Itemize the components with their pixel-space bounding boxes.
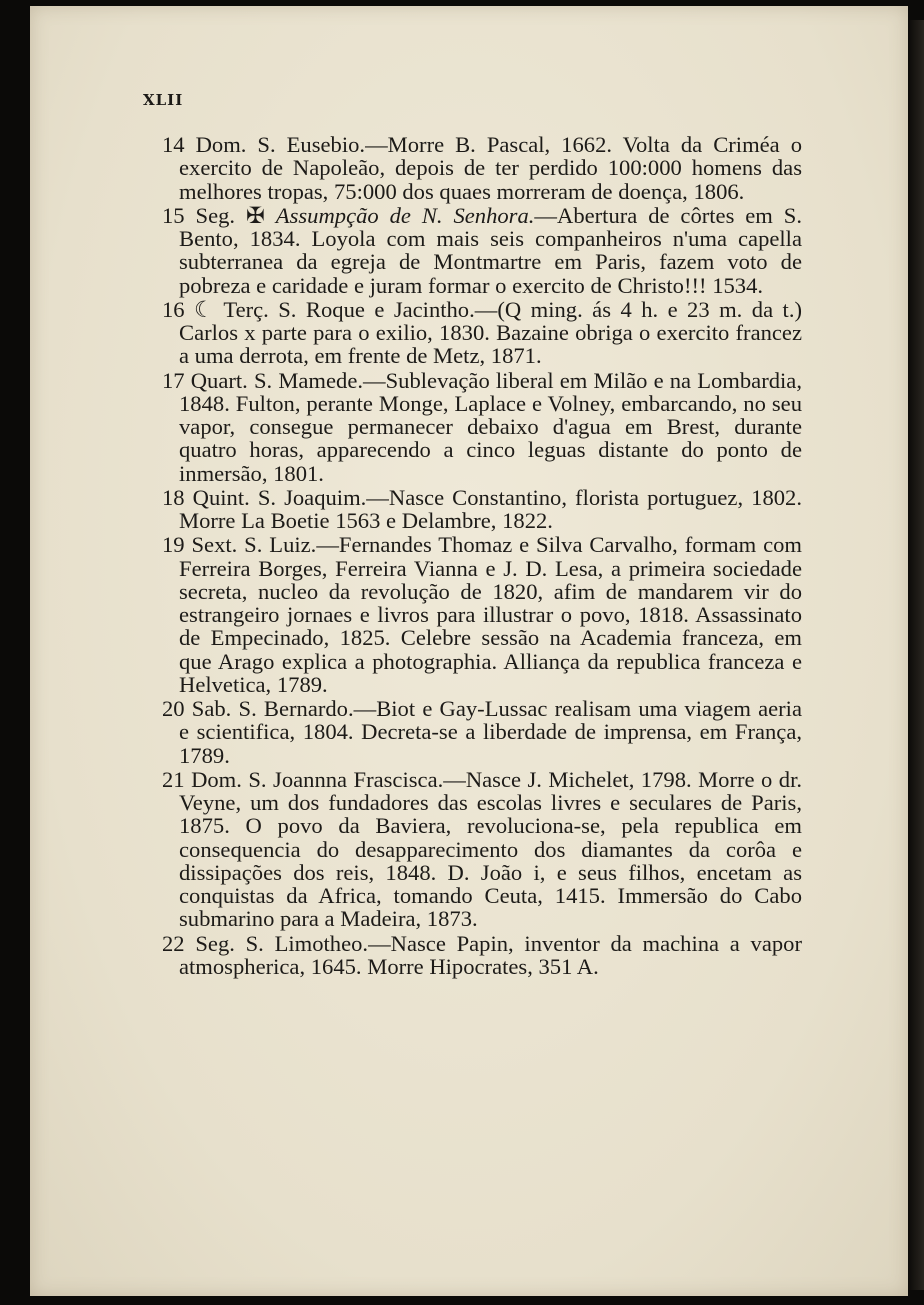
entry-text: Sab. S. Bernardo.—Biot e Gay-Lussac realisam uma viagem aeria e scientifica, 1804. Decreta-se a liberdade de imprensa, em França, 1789. <box>179 696 802 768</box>
entry-text: Sext. S. Luiz.—Fernandes Thomaz e Silva Carvalho, formam com Ferreira Borges, Ferreira Vianna e J. D. Lesa, a primeira sociedade secreta, nucleo da revolução de 1820, afim de mandarem vir do estrangeiro jornaes e livros para illustrar o povo, 1818. Assassinato de Empecinado, 1825. Celebre sessão na Academia franceza, em que Arago explica a photographia. Alliança da republica franceza e Helvetica, 1789. <box>179 532 803 697</box>
entry-day: 19 <box>162 532 185 558</box>
scan-edge-shadow <box>908 20 924 1290</box>
entry-text: Quint. S. Joaquim.—Nasce Constantino, florista portuguez, 1802. Morre La Boetie 1563 e Delambre, 1822. <box>179 484 802 533</box>
entry-18 <box>162 486 802 533</box>
entry-22 <box>162 932 802 979</box>
entry-text: ☾ Terç. S. Roque e Jacintho.—(Q ming. ás 4 h. e 23 m. da t.) Carlos x parte para o exilio, 1830. Bazaine obriga o exercito francez a uma derrota, em frente de Metz, 1871. <box>179 296 802 369</box>
entry-day: 17 <box>162 367 185 393</box>
entry-day: 15 <box>162 202 185 228</box>
entry-21 <box>162 768 802 931</box>
book-page <box>30 6 908 1296</box>
entry-20 <box>162 697 802 767</box>
entry-16 <box>162 298 802 368</box>
entry-14 <box>162 133 802 203</box>
entry-text: —Abertura de côrtes em S. Bento, 1834. Loyola com mais seis companheiros n'uma capella subterranea da egreja de Montmartre em Paris, fazem voto de pobreza e caridade e juram formar o exercito de Christo!!! 1534. <box>179 202 802 298</box>
entry-19 <box>162 533 802 696</box>
entry-text: Dom. S. Joannna Frascisca.—Nasce J. Michelet, 1798. Morre o dr. Veyne, um dos fundadores das escolas livres e seculares de Paris, 1875. O povo da Baviera, revoluciona-se, pela republica em consequencia do desapparecimento dos diamantes da corôa e dissipações dos reis, 1848. D. João i, e seus filhos, encetam as conquistas da Africa, tomando Ceuta, 1415. Immersão do Cabo submarino para a Madeira, 1873. <box>179 766 802 932</box>
entry-17 <box>162 369 802 485</box>
entry-day: 16 <box>162 296 185 322</box>
entry-day: 20 <box>162 696 185 721</box>
entry-day: 21 <box>162 766 185 792</box>
entry-text: Dom. S. Eusebio.—Morre B. Pascal, 1662. Volta da Criméa o exercito de Napoleão, depois de ter perdido 100:000 homens das melhores tropas, 75:000 dos quaes morreram de doença, 1806. <box>179 132 802 204</box>
entry-prefix: Seg. ✠ <box>195 202 265 228</box>
entry-day: 14 <box>162 132 185 157</box>
entry-text: Seg. S. Limotheo.—Nasce Papin, inventor da machina a vapor atmospherica, 1645. Morre Hipocrates, 351 A. <box>179 930 802 979</box>
entry-15 <box>162 204 802 297</box>
entry-feast-italic: Assumpção de N. Senhora. <box>275 202 535 228</box>
entry-day: 18 <box>162 484 185 510</box>
entry-text: Quart. S. Mamede.—Sublevação liberal em Milão e na Lombardia, 1848. Fulton, perante Monge, Laplace e Volney, embarcando, no seu vapor, consegue permanecer debaixo d'agua em Brest, durante quatro horas, apparecendo a cinco leguas distante do ponto de inmersão, 1801. <box>179 367 802 486</box>
entry-day: 22 <box>162 930 185 956</box>
page-number: XLII <box>143 91 184 109</box>
calendar-entries <box>162 133 802 978</box>
